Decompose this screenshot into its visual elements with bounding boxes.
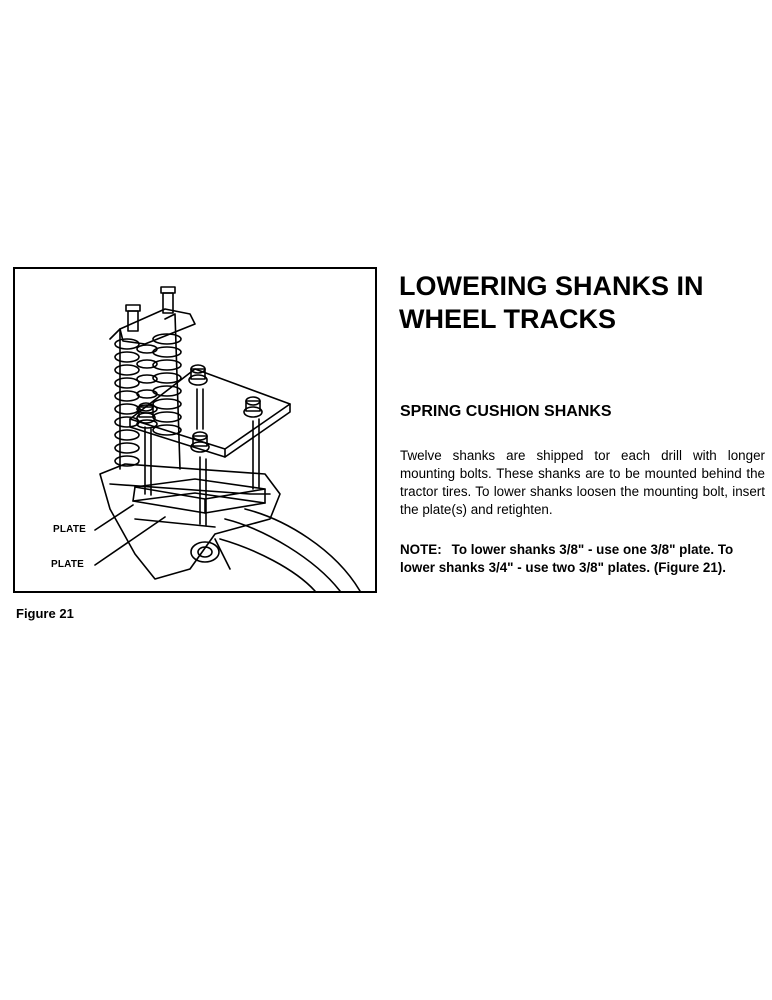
- note-text: To lower shanks 3/8" - use one 3/8" plate. To lower shanks 3/4" - use two 3/8" plates. (Figure 21).: [400, 542, 734, 575]
- plate-leader-upper: [95, 505, 133, 530]
- note-label: NOTE:: [400, 542, 442, 557]
- note-block: [400, 541, 765, 577]
- figure-21-frame: [13, 267, 377, 593]
- figure-caption: Figure 21: [16, 606, 74, 621]
- plate-callout-lower: PLATE: [51, 559, 85, 570]
- clamp-nut: [244, 397, 262, 417]
- shank-tube: [225, 519, 340, 591]
- instruction-paragraph: Twelve shanks are shipped tor each drill with longer mounting bolts. These shanks are to be mounted behind the tractor tires. To lower shanks loosen the mounting bolt, insert the plate(s) and retighten.: [400, 448, 765, 517]
- section-title: LOWERING SHANKS IN WHEEL TRACKS: [399, 271, 704, 334]
- clamp-nut: [189, 365, 207, 385]
- section-subtitle: SPRING CUSHION SHANKS: [400, 403, 612, 420]
- plate-lower: [133, 493, 265, 513]
- spring-coils-left: [115, 339, 139, 466]
- plate-callout-upper: PLATE: [53, 524, 87, 535]
- shank-tube: [220, 539, 315, 591]
- spring-cushion-shank-illustration: [15, 269, 375, 591]
- plate-leader-lower: [95, 517, 165, 565]
